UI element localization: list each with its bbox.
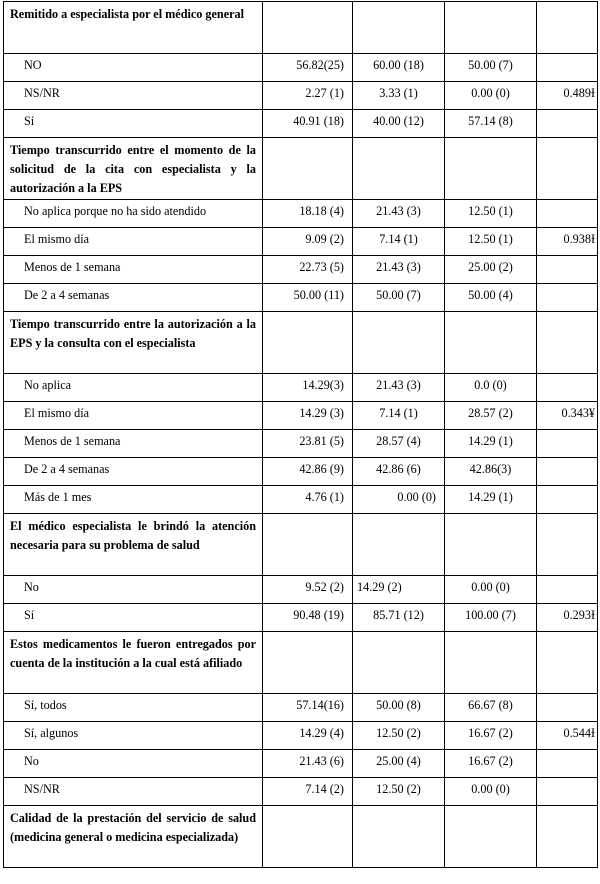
cell-p-value: 0.938Ɨ (537, 228, 598, 256)
cell-col1: 14.29(3) (263, 374, 353, 402)
cell-p-value (537, 256, 598, 284)
cell-p-value (537, 778, 598, 806)
cell-col3: 50.00 (7) (445, 54, 537, 82)
row-label: Sí, todos (4, 694, 263, 722)
cell-col3: 0.0 (0) (445, 374, 537, 402)
cell-col3: 16.67 (2) (445, 750, 537, 778)
table-row (4, 284, 598, 312)
cell-col2: 7.14 (1) (353, 228, 445, 256)
section-header-row (4, 2, 598, 54)
cell-col1: 9.09 (2) (263, 228, 353, 256)
cell-p-value (537, 486, 598, 514)
cell-col1: 57.14(16) (263, 694, 353, 722)
cell-col2: 60.00 (18) (353, 54, 445, 82)
cell-col3: 12.50 (1) (445, 228, 537, 256)
table-row (4, 604, 598, 632)
row-label: Sí (4, 110, 263, 138)
cell-col3: 0.00 (0) (445, 778, 537, 806)
row-label: Sí (4, 604, 263, 632)
section-title: Remitido a especialista por el médico general (4, 2, 263, 54)
section-title: El médico especialista le brindó la atención necesaria para su problema de salud (4, 514, 263, 576)
cell-col3: 28.57 (2) (445, 402, 537, 430)
table-row (4, 374, 598, 402)
cell-p-value: 0.544Ɨ (537, 722, 598, 750)
cell-col1: 14.29 (3) (263, 402, 353, 430)
table-row (4, 486, 598, 514)
table-row (4, 200, 598, 228)
cell-p-value (537, 284, 598, 312)
cell-p-value: 0.489Ɨ (537, 82, 598, 110)
cell-col1: 23.81 (5) (263, 430, 353, 458)
cell-col2: 21.43 (3) (353, 374, 445, 402)
cell-col2: 21.43 (3) (353, 200, 445, 228)
section-header-row (4, 138, 598, 200)
table-row (4, 694, 598, 722)
row-label: No aplica porque no ha sido atendido (4, 200, 263, 228)
row-label: NS/NR (4, 82, 263, 110)
row-label: De 2 a 4 semanas (4, 458, 263, 486)
cell-col1: 14.29 (4) (263, 722, 353, 750)
section-header-row (4, 514, 598, 576)
cell-col2: 40.00 (12) (353, 110, 445, 138)
row-label: Menos de 1 semana (4, 256, 263, 284)
table-row (4, 750, 598, 778)
cell-col3: 16.67 (2) (445, 722, 537, 750)
section-title: Calidad de la prestación del servicio de salud (medicina general o medicina especializada) (4, 806, 263, 868)
row-label: NS/NR (4, 778, 263, 806)
table-row (4, 430, 598, 458)
cell-col3: 57.14 (8) (445, 110, 537, 138)
cell-col2: 12.50 (2) (353, 722, 445, 750)
cell-col3: 50.00 (4) (445, 284, 537, 312)
cell-col1: 9.52 (2) (263, 576, 353, 604)
row-label: De 2 a 4 semanas (4, 284, 263, 312)
cell-col3: 12.50 (1) (445, 200, 537, 228)
cell-col2: 7.14 (1) (353, 402, 445, 430)
cell-col1: 40.91 (18) (263, 110, 353, 138)
cell-col3: 100.00 (7) (445, 604, 537, 632)
cell-col1: 2.27 (1) (263, 82, 353, 110)
row-label: No aplica (4, 374, 263, 402)
cell-col3: 14.29 (1) (445, 430, 537, 458)
cell-col3: 0.00 (0) (445, 82, 537, 110)
cell-col1: 4.76 (1) (263, 486, 353, 514)
cell-col2: 12.50 (2) (353, 778, 445, 806)
section-title: Tiempo transcurrido entre el momento de la solicitud de la cita con especialista y la autorización a la EPS (4, 138, 263, 200)
cell-col3: 25.00 (2) (445, 256, 537, 284)
cell-p-value (537, 54, 598, 82)
row-label: NO (4, 54, 263, 82)
row-label: Más de 1 mes (4, 486, 263, 514)
cell-col3: 14.29 (1) (445, 486, 537, 514)
cell-col1: 21.43 (6) (263, 750, 353, 778)
table-row (4, 722, 598, 750)
cell-p-value: 0.343¥ (537, 402, 598, 430)
table-row (4, 110, 598, 138)
cell-col1: 50.00 (11) (263, 284, 353, 312)
section-header-row (4, 806, 598, 868)
cell-col2: 85.71 (12) (353, 604, 445, 632)
table-row (4, 82, 598, 110)
cell-col3: 42.86(3) (445, 458, 537, 486)
cell-col2: 3.33 (1) (353, 82, 445, 110)
table-row (4, 576, 598, 604)
cell-p-value (537, 576, 598, 604)
table-row (4, 458, 598, 486)
cell-p-value: 0.293Ɨ (537, 604, 598, 632)
cell-col1: 42.86 (9) (263, 458, 353, 486)
row-label: Menos de 1 semana (4, 430, 263, 458)
cell-col2: 0.00 (0) (353, 486, 445, 514)
section-title: Tiempo transcurrido entre la autorización a la EPS y la consulta con el especialista (4, 312, 263, 374)
cell-col1: 18.18 (4) (263, 200, 353, 228)
cell-p-value (537, 200, 598, 228)
cell-col2: 28.57 (4) (353, 430, 445, 458)
table-row (4, 256, 598, 284)
section-header-row (4, 632, 598, 694)
cell-col2: 21.43 (3) (353, 256, 445, 284)
cell-col3: 66.67 (8) (445, 694, 537, 722)
row-label: Sí, algunos (4, 722, 263, 750)
cell-col2: 14.29 (2) (353, 576, 445, 604)
row-label: No (4, 750, 263, 778)
cell-p-value (537, 374, 598, 402)
results-table (3, 1, 598, 868)
section-title: Estos medicamentos le fueron entregados por cuenta de la institución a la cual está afiliado (4, 632, 263, 694)
table-row (4, 228, 598, 256)
section-header-row (4, 312, 598, 374)
cell-col2: 42.86 (6) (353, 458, 445, 486)
cell-col2: 50.00 (7) (353, 284, 445, 312)
cell-col1: 56.82(25) (263, 54, 353, 82)
cell-p-value (537, 430, 598, 458)
table-row (4, 402, 598, 430)
cell-p-value (537, 110, 598, 138)
row-label: El mismo día (4, 228, 263, 256)
cell-col1: 90.48 (19) (263, 604, 353, 632)
cell-col1: 22.73 (5) (263, 256, 353, 284)
cell-p-value (537, 750, 598, 778)
row-label: El mismo día (4, 402, 263, 430)
cell-col2: 50.00 (8) (353, 694, 445, 722)
table-row (4, 54, 598, 82)
cell-col1: 7.14 (2) (263, 778, 353, 806)
cell-col3: 0.00 (0) (445, 576, 537, 604)
cell-p-value (537, 694, 598, 722)
cell-p-value (537, 458, 598, 486)
row-label: No (4, 576, 263, 604)
table-row (4, 778, 598, 806)
cell-col2: 25.00 (4) (353, 750, 445, 778)
